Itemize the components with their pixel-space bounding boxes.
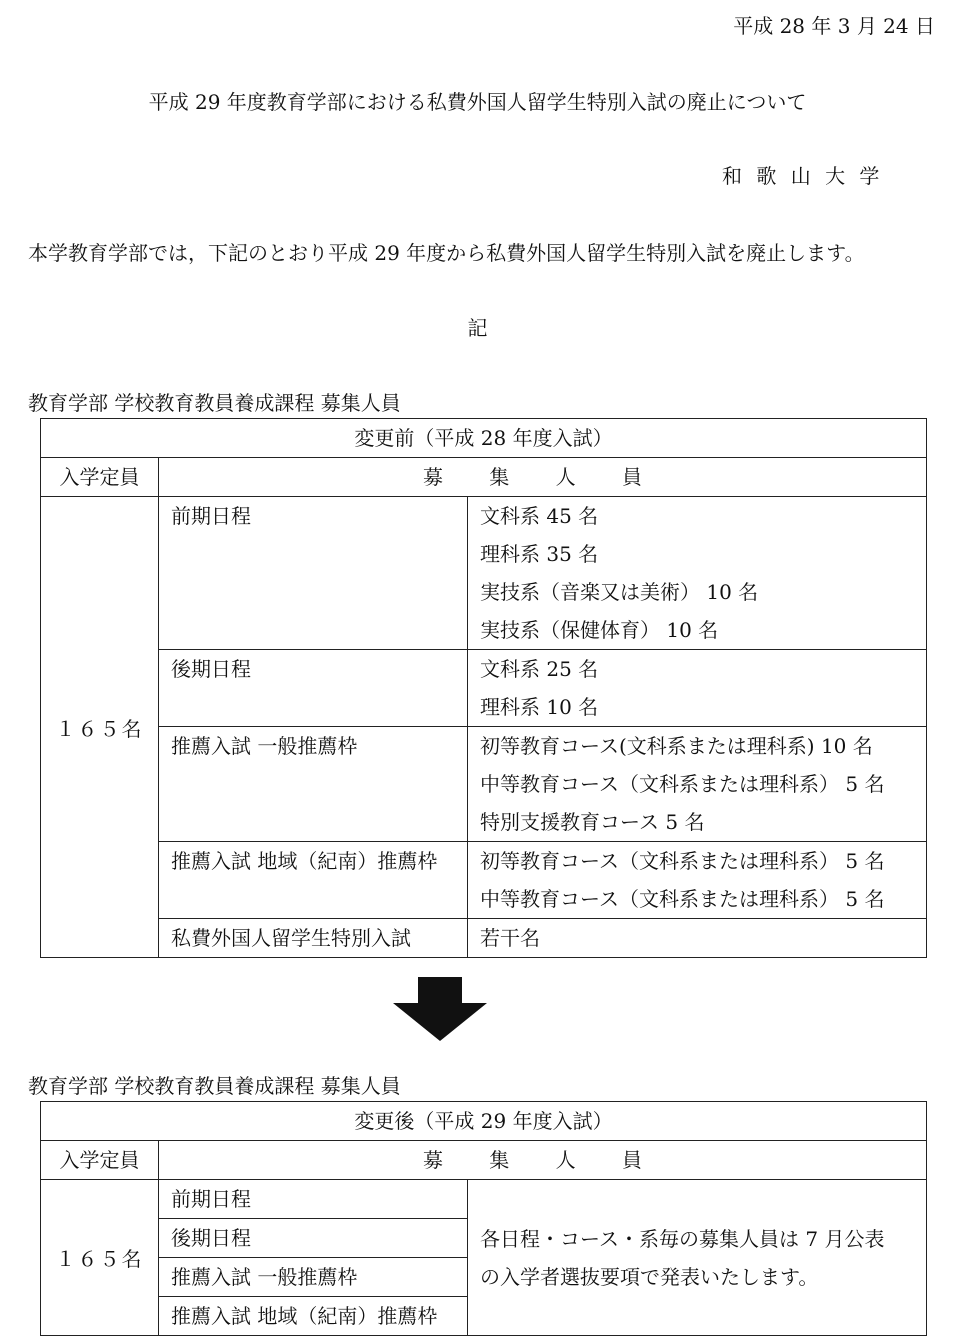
row-name: 後期日程: [159, 1219, 468, 1258]
table-row: [41, 497, 927, 650]
detail-line: 初等教育コース（文科系または理科系） 5 名: [480, 849, 885, 873]
detail-line: 実技系（保健体育） 10 名: [480, 618, 719, 642]
before-heading: 変更前（平成 28 年度入試）: [41, 419, 927, 458]
detail-line: 初等教育コース(文科系または理科系) 10 名: [480, 734, 873, 758]
table-row: [41, 650, 927, 727]
col-recruit-header: 募 集 人 員: [159, 1141, 927, 1180]
detail-line: 中等教育コース（文科系または理科系） 5 名: [480, 772, 885, 796]
before-caption: 教育学部 学校教育教員養成課程 募集人員: [28, 391, 401, 415]
col-recruit-header: 募 集 人 員: [159, 458, 927, 497]
detail-line: 中等教育コース（文科系または理科系） 5 名: [480, 887, 885, 911]
row-name: 推薦入試 一般推薦枠: [159, 1258, 468, 1297]
down-arrow-icon: [393, 977, 487, 1041]
table-row: [41, 727, 927, 842]
detail-line: 理科系 35 名: [480, 542, 599, 566]
after-table: [40, 1101, 927, 1336]
table-row: [41, 919, 927, 958]
table-row: [41, 1180, 927, 1219]
row-name: 私費外国人留学生特別入試: [171, 926, 411, 950]
document-title: 平成 29 年度教育学部における私費外国人留学生特別入試の廃止について: [148, 90, 807, 114]
detail-line: 文科系 25 名: [480, 657, 599, 681]
col-quota-header: 入学定員: [41, 458, 159, 497]
note-line: 各日程・コース・系毎の募集人員は 7 月公表: [480, 1226, 885, 1251]
intro-text: 本学教育学部では，下記のとおり平成 29 年度から私費外国人留学生特別入試を廃止します。: [28, 241, 865, 265]
table-row: [41, 842, 927, 919]
quota-cell: １６５名: [41, 1180, 159, 1336]
row-name: 推薦入試 地域（紀南）推薦枠: [159, 1297, 468, 1336]
table-row: [41, 419, 927, 458]
col-quota-header: 入学定員: [41, 1141, 159, 1180]
detail-line: 理科系 10 名: [480, 695, 599, 719]
university-name: 和 歌 山 大 学: [722, 164, 884, 188]
document-date: 平成 28 年 3 月 24 日: [733, 14, 935, 38]
after-caption: 教育学部 学校教育教員養成課程 募集人員: [28, 1074, 401, 1098]
row-name: 前期日程: [159, 1180, 468, 1219]
table-row: [41, 1141, 927, 1180]
row-name: 推薦入試 一般推薦枠: [171, 734, 358, 758]
detail-line: 文科系 45 名: [480, 504, 599, 528]
table-row: [41, 458, 927, 497]
quota-cell: １６５名: [41, 497, 159, 958]
note-line: の入学者選抜要項で発表いたします。: [480, 1264, 819, 1289]
note-cell: [468, 1180, 927, 1336]
row-name: 推薦入試 地域（紀南）推薦枠: [171, 849, 438, 873]
detail-line: 特別支援教育コース 5 名: [480, 810, 705, 834]
table-row: [41, 1102, 927, 1141]
detail-line: 若干名: [480, 926, 540, 950]
row-name: 前期日程: [171, 504, 251, 528]
ki-mark: 記: [467, 316, 488, 340]
before-table: [40, 418, 927, 958]
detail-line: 実技系（音楽又は美術） 10 名: [480, 580, 759, 604]
row-name: 後期日程: [171, 657, 251, 681]
after-heading: 変更後（平成 29 年度入試）: [41, 1102, 927, 1141]
